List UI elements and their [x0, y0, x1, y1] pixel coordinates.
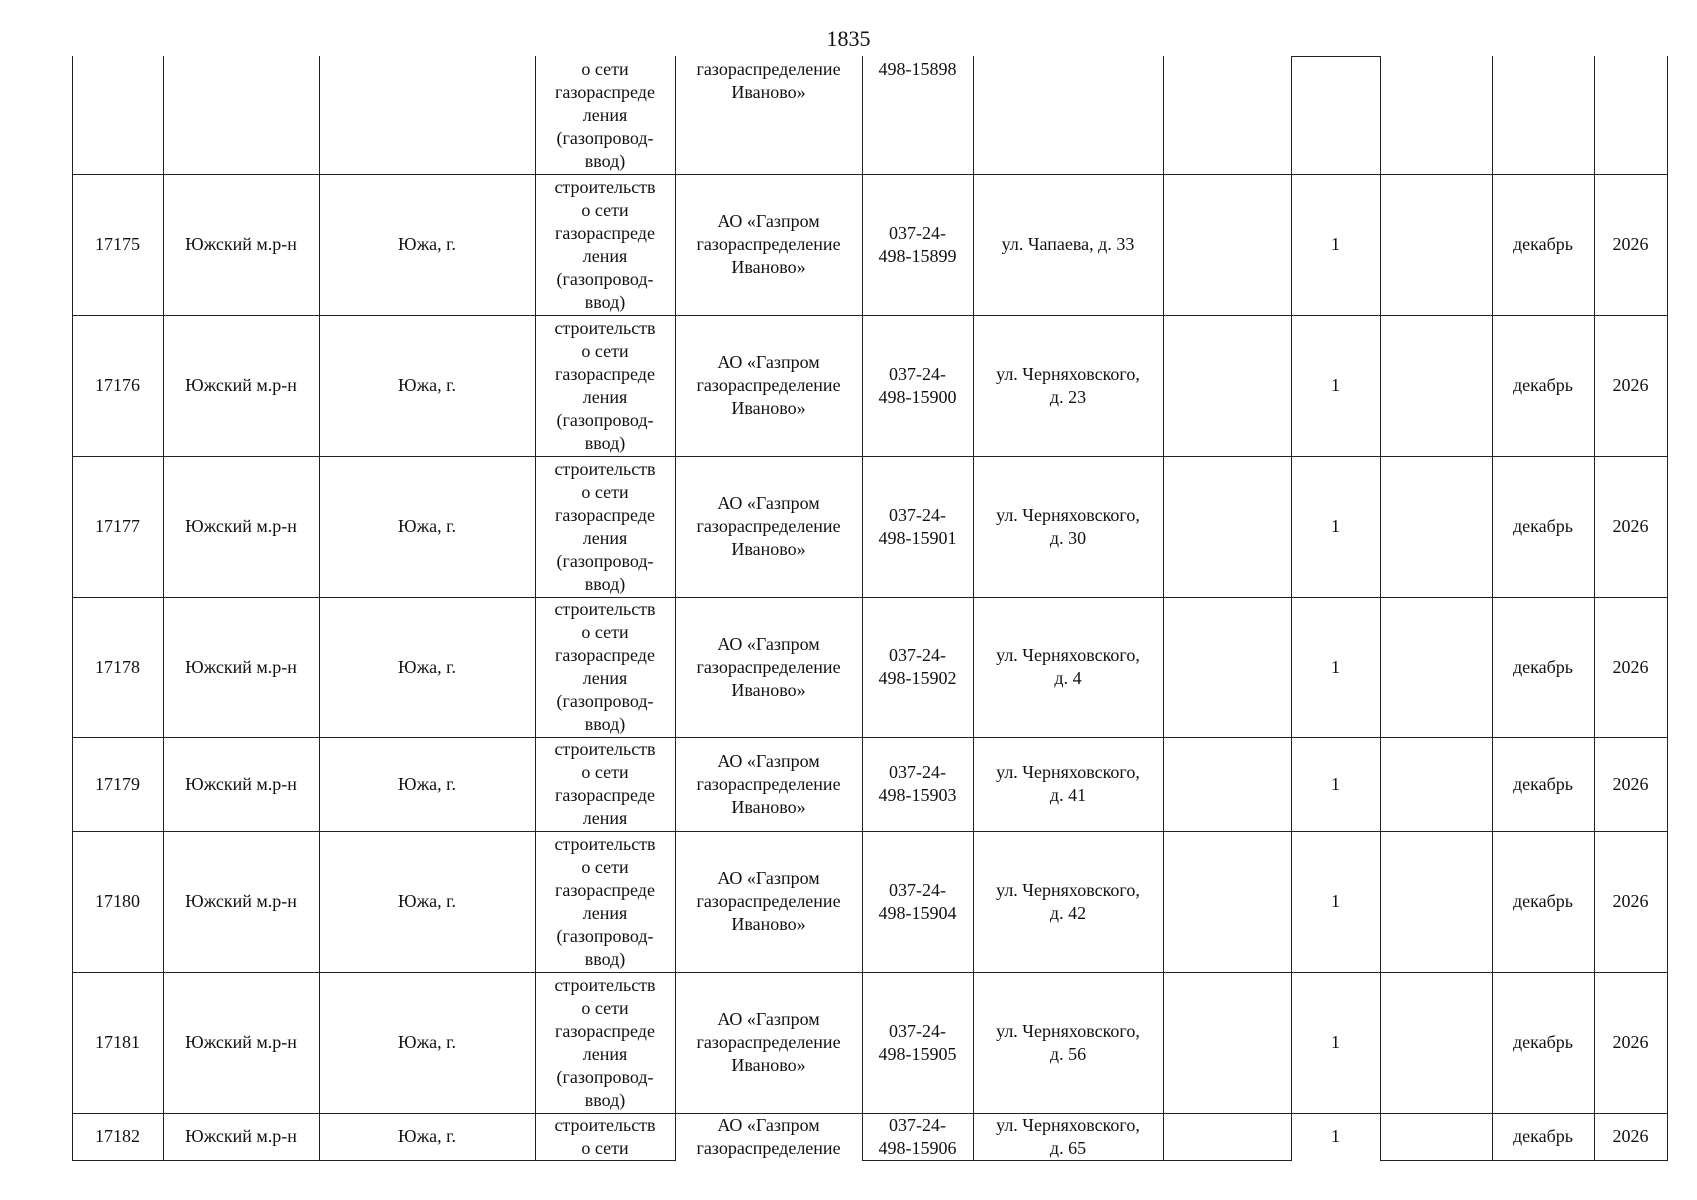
- district-cell: Южский м.р-н: [185, 773, 297, 794]
- row-number-cell: 17181: [95, 1032, 140, 1052]
- object-code-cell: 037-24- 498-15904: [878, 879, 957, 923]
- quantity-cell: 1: [1331, 1032, 1340, 1052]
- organization-cell: АО «Газпром газораспределение Иваново»: [696, 352, 841, 418]
- object-code-cell: 037-24- 498-15905: [878, 1020, 957, 1064]
- district-cell: Южский м.р-н: [185, 516, 297, 536]
- organization-cell: АО «Газпром газораспределение: [696, 1114, 841, 1158]
- month-cell: декабрь: [1513, 1126, 1573, 1146]
- work-type-cell: строительств о сети газораспреде ления (газопровод- ввод): [554, 458, 656, 594]
- table-hline: [862, 1160, 1291, 1161]
- quantity-cell: 1: [1331, 891, 1340, 911]
- district-cell: Южский м.р-н: [185, 891, 297, 911]
- year-cell: 2026: [1612, 516, 1649, 536]
- address-cell: ул. Черняховского, д. 56: [996, 1020, 1140, 1064]
- quantity-cell: 1: [1331, 773, 1340, 794]
- table-hline: [1380, 1160, 1668, 1161]
- address-cell: ул. Черняховского, д. 4: [996, 645, 1140, 688]
- work-type-cell: строительств о сети газораспреде ления (газопровод- ввод): [554, 317, 656, 453]
- table-hline: [1291, 56, 1380, 57]
- month-cell: декабрь: [1513, 656, 1573, 677]
- address-cell: ул. Черняховского, д. 30: [996, 504, 1140, 548]
- district-cell: Южский м.р-н: [185, 656, 297, 677]
- row-number-cell: 17182: [95, 1126, 140, 1146]
- row-number-cell: 17180: [95, 891, 140, 911]
- district-cell: Южский м.р-н: [185, 234, 297, 254]
- work-type-cell: строительств о сети газораспреде ления (газопровод- ввод): [554, 833, 656, 969]
- work-type-cell: строительств о сети газораспреде ления (газопровод- ввод): [554, 599, 656, 734]
- row-number-cell: 17177: [95, 516, 140, 536]
- object-code-cell: 037-24- 498-15901: [878, 504, 957, 548]
- organization-cell: АО «Газпром газораспределение Иваново»: [696, 750, 841, 817]
- quantity-cell: 1: [1331, 656, 1340, 677]
- row-number-cell: 17175: [95, 234, 140, 254]
- organization-cell: АО «Газпром газораспределение Иваново»: [696, 493, 841, 559]
- address-cell: ул. Чапаева, д. 33: [1001, 234, 1135, 254]
- year-cell: 2026: [1612, 656, 1649, 677]
- month-cell: декабрь: [1513, 234, 1573, 254]
- year-cell: 2026: [1612, 891, 1649, 911]
- work-type-cell: о сети газораспреде ления (газопровод- ввод): [555, 59, 655, 171]
- table-hline: [72, 1160, 675, 1161]
- object-code-cell: 037-24- 498-15900: [878, 363, 957, 407]
- organization-cell: АО «Газпром газораспределение Иваново»: [696, 868, 841, 934]
- month-cell: декабрь: [1513, 891, 1573, 911]
- table-vline: [1163, 56, 1164, 1161]
- quantity-cell: 1: [1331, 516, 1340, 536]
- month-cell: декабрь: [1513, 375, 1573, 395]
- quantity-cell: 1: [1331, 375, 1340, 395]
- work-type-cell: строительств о сети: [554, 1114, 656, 1158]
- address-cell: ул. Черняховского, д. 23: [996, 363, 1140, 407]
- row-number-cell: 17178: [95, 656, 140, 677]
- quantity-cell: 1: [1331, 234, 1340, 254]
- work-type-cell: строительств о сети газораспреде ления: [554, 739, 656, 828]
- town-cell: Южа, г.: [398, 516, 456, 536]
- year-cell: 2026: [1612, 234, 1649, 254]
- organization-cell: газораспределение Иваново»: [696, 59, 841, 102]
- year-cell: 2026: [1612, 375, 1649, 395]
- work-type-cell: строительств о сети газораспреде ления (газопровод- ввод): [554, 176, 656, 312]
- month-cell: декабрь: [1513, 1032, 1573, 1052]
- object-code-cell: 037-24- 498-15899: [878, 222, 957, 266]
- year-cell: 2026: [1612, 1032, 1649, 1052]
- object-code-cell: 498-15898: [878, 59, 957, 79]
- district-cell: Южский м.р-н: [185, 375, 297, 395]
- work-type-cell: строительств о сети газораспреде ления (газопровод- ввод): [554, 974, 656, 1110]
- object-code-cell: 037-24- 498-15906: [878, 1114, 957, 1158]
- table-vline: [1667, 56, 1668, 1161]
- town-cell: Южа, г.: [398, 773, 456, 794]
- town-cell: Южа, г.: [398, 891, 456, 911]
- address-cell: ул. Черняховского, д. 65: [996, 1114, 1140, 1158]
- town-cell: Южа, г.: [398, 375, 456, 395]
- address-cell: ул. Черняховского, д. 41: [996, 762, 1140, 805]
- month-cell: декабрь: [1513, 773, 1573, 794]
- object-code-cell: 037-24- 498-15903: [878, 762, 957, 805]
- town-cell: Южа, г.: [398, 1032, 456, 1052]
- row-number-cell: 17179: [95, 773, 140, 794]
- month-cell: декабрь: [1513, 516, 1573, 536]
- district-cell: Южский м.р-н: [185, 1126, 297, 1146]
- district-cell: Южский м.р-н: [185, 1032, 297, 1052]
- address-cell: ул. Черняховского, д. 42: [996, 879, 1140, 923]
- organization-cell: АО «Газпром газораспределение Иваново»: [696, 1009, 841, 1075]
- page-number: 1835: [826, 26, 871, 51]
- table-vline: [1380, 56, 1381, 1161]
- quantity-cell: 1: [1331, 1126, 1340, 1146]
- year-cell: 2026: [1612, 1126, 1649, 1146]
- town-cell: Южа, г.: [398, 234, 456, 254]
- object-code-cell: 037-24- 498-15902: [878, 645, 957, 688]
- town-cell: Южа, г.: [398, 656, 456, 677]
- organization-cell: АО «Газпром газораспределение Иваново»: [696, 633, 841, 700]
- town-cell: Южа, г.: [398, 1126, 456, 1146]
- organization-cell: АО «Газпром газораспределение Иваново»: [696, 211, 841, 277]
- row-number-cell: 17176: [95, 375, 140, 395]
- year-cell: 2026: [1612, 773, 1649, 794]
